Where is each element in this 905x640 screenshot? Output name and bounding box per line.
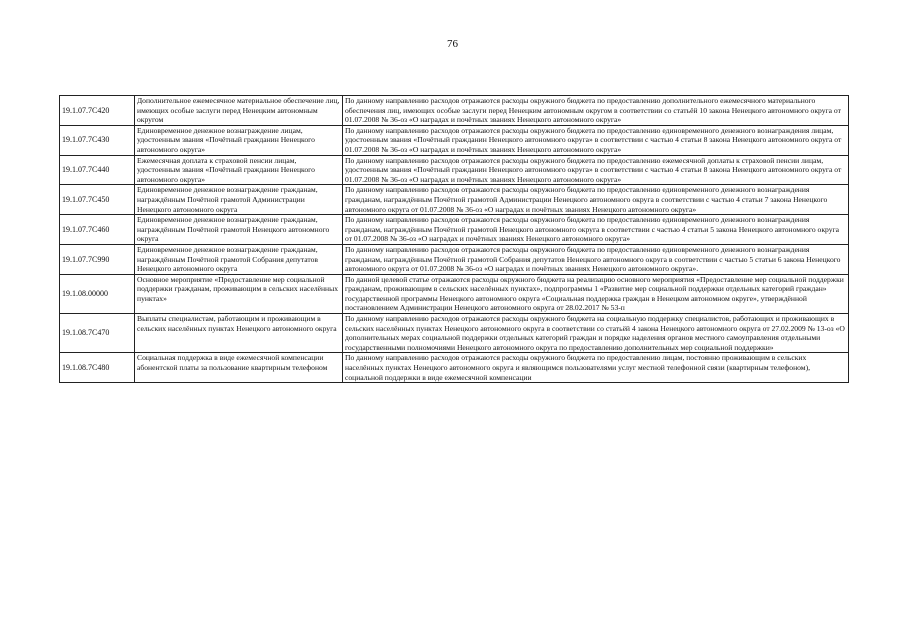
row-name: Социальная поддержка в виде ежемесячной компенсации абонентской платы за пользование квартирным телефоном <box>135 353 343 383</box>
row-description: По данному направлению расходов отражаются расходы окружного бюджета по предоставлению единовременного денежного вознаграждения лицам, удостоенным звания «Почётный гражданин Ненецкого автономного округа» в соответствии с частью 4 статьи 8 закона Ненецкого автономного округа от 01.07.2008 № 36-оз «О наградах и почётных званиях Ненецкого автономного округа» <box>343 125 849 155</box>
row-code: 19.1.07.7С440 <box>60 155 135 185</box>
row-name: Основное мероприятие «Предоставление мер социальной поддержки гражданам, проживающим в сельских населённых пунктах» <box>135 274 343 313</box>
table-row <box>60 314 849 353</box>
budget-classification-table <box>59 95 849 383</box>
row-code: 19.1.07.7С450 <box>60 185 135 215</box>
row-code: 19.1.08.00000 <box>60 274 135 313</box>
table-row <box>60 215 849 245</box>
row-description: По данному направлению расходов отражаются расходы окружного бюджета по предоставлению ежемесячной доплаты к страховой пенсии лицам, удостоенным звания «Почётный гражданин Ненецкого автономного округа» в соответствии с частью 4 статьи 8 закона Ненецкого автономного округа от 01.07.2008 № 36-оз «О наградах и почётных званиях Ненецкого автономного округа» <box>343 155 849 185</box>
row-name: Выплаты специалистам, работающим и проживающим в сельских населённых пунктах Ненецкого автономного округа <box>135 314 343 353</box>
row-name: Единовременное денежное вознаграждение лицам, удостоенным звания «Почётный гражданин Ненецкого автономного округа» <box>135 125 343 155</box>
row-name: Единовременное денежное вознаграждение гражданам, награждённым Почётной грамотой Ненецкого автономного округа <box>135 215 343 245</box>
row-description: По данному направлению расходов отражаются расходы окружного бюджета по предоставлению лицам, постоянно проживающим в сельских населённых пунктах Ненецкого автономного округа и являющимся пользователями услуг местной телефонной связи (квартирным телефоном), социальной поддержки в виде ежемесячной компенсации <box>343 353 849 383</box>
row-name: Дополнительное ежемесячное материальное обеспечение лиц, имеющих особые заслуги перед Ненецким автономным округом <box>135 96 343 126</box>
row-code: 19.1.08.7С470 <box>60 314 135 353</box>
row-name: Единовременное денежное вознаграждение гражданам, награждённым Почётной грамотой Администрации Ненецкого автономного округа <box>135 185 343 215</box>
table-row <box>60 96 849 126</box>
table-row <box>60 125 849 155</box>
row-code: 19.1.07.7С990 <box>60 244 135 274</box>
row-description: По данному направлению расходов отражаются расходы окружного бюджета на социальную поддержку специалистов, работающих и проживающих в сельских населённых пунктах Ненецкого автономного округа в соответствии со статьёй 4 закона Ненецкого автономного округа от 27.02.2009 № 13-оз «О дополнительных мерах социальной поддержки отдельных категорий граждан и порядке наделения органов местного самоуправления отдельными государственными полномочиями Ненецкого автономного округа по предоставлению дополнительных мер социальной поддержки» <box>343 314 849 353</box>
table-row <box>60 155 849 185</box>
row-code: 19.1.08.7С480 <box>60 353 135 383</box>
row-code: 19.1.07.7С420 <box>60 96 135 126</box>
row-code: 19.1.07.7С430 <box>60 125 135 155</box>
row-name: Единовременное денежное вознаграждение гражданам, награждённым Почётной грамотой Собрания депутатов Ненецкого автономного округа <box>135 244 343 274</box>
table-row <box>60 244 849 274</box>
row-name: Ежемесячная доплата к страховой пенсии лицам, удостоенным звания «Почётный гражданин Ненецкого автономного округа» <box>135 155 343 185</box>
row-code: 19.1.07.7С460 <box>60 215 135 245</box>
table-row <box>60 353 849 383</box>
table-row <box>60 185 849 215</box>
row-description: По данному направлению расходов отражаются расходы окружного бюджета по предоставлению единовременного денежного вознаграждения гражданам, награждённым Почётной грамотой Собрания депутатов Ненецкого автономного округа в соответствии с частью 5 статьи 6 закона Ненецкого автономного округа от 01.07.2008 № 36-оз «О наградах и почётных званиях Ненецкого автономного округа». <box>343 244 849 274</box>
row-description: По данному направлению расходов отражаются расходы окружного бюджета по предоставлению дополнительного ежемесячного материального обеспечения лиц, имеющих особые заслуги перед Ненецким автономным округом в соответствии со статьёй 10 закона Ненецкого автономного округа от 01.07.2008 № 36-оз «О наградах и почётных званиях Ненецкого автономного округа» <box>343 96 849 126</box>
page-number: 76 <box>447 38 458 50</box>
row-description: По данному направлению расходов отражаются расходы окружного бюджета по предоставлению единовременного денежного вознаграждения гражданам, награждённым Почётной грамотой Администрации Ненецкого автономного округа в соответствии с частью 4 статьи 7 закона Ненецкого автономного округа от 01.07.2008 № 36-оз «О наградах и почётных званиях Ненецкого автономного округа» <box>343 185 849 215</box>
table-row <box>60 274 849 313</box>
row-description: По данной целевой статье отражаются расходы окружного бюджета на реализацию основного мероприятия «Предоставление мер социальной поддержки гражданам, проживающим в сельских населённых пунктах», подпрограммы 1 «Развитие мер социальной поддержки отдельных категорий граждан» государственной программы Ненецкого автономного округа «Социальная поддержка граждан в Ненецком автономном округе», утверждённой постановлением Администрации Ненецкого автономного округа от 28.02.2017 № 53-п <box>343 274 849 313</box>
row-description: По данному направлению расходов отражаются расходы окружного бюджета по предоставлению единовременного денежного вознаграждения гражданам, награждённым Почётной грамотой Ненецкого автономного округа в соответствии с частью 4 статьи 5 закона Ненецкого автономного округа от 01.07.2008 № 36-оз «О наградах и почётных званиях Ненецкого автономного округа» <box>343 215 849 245</box>
